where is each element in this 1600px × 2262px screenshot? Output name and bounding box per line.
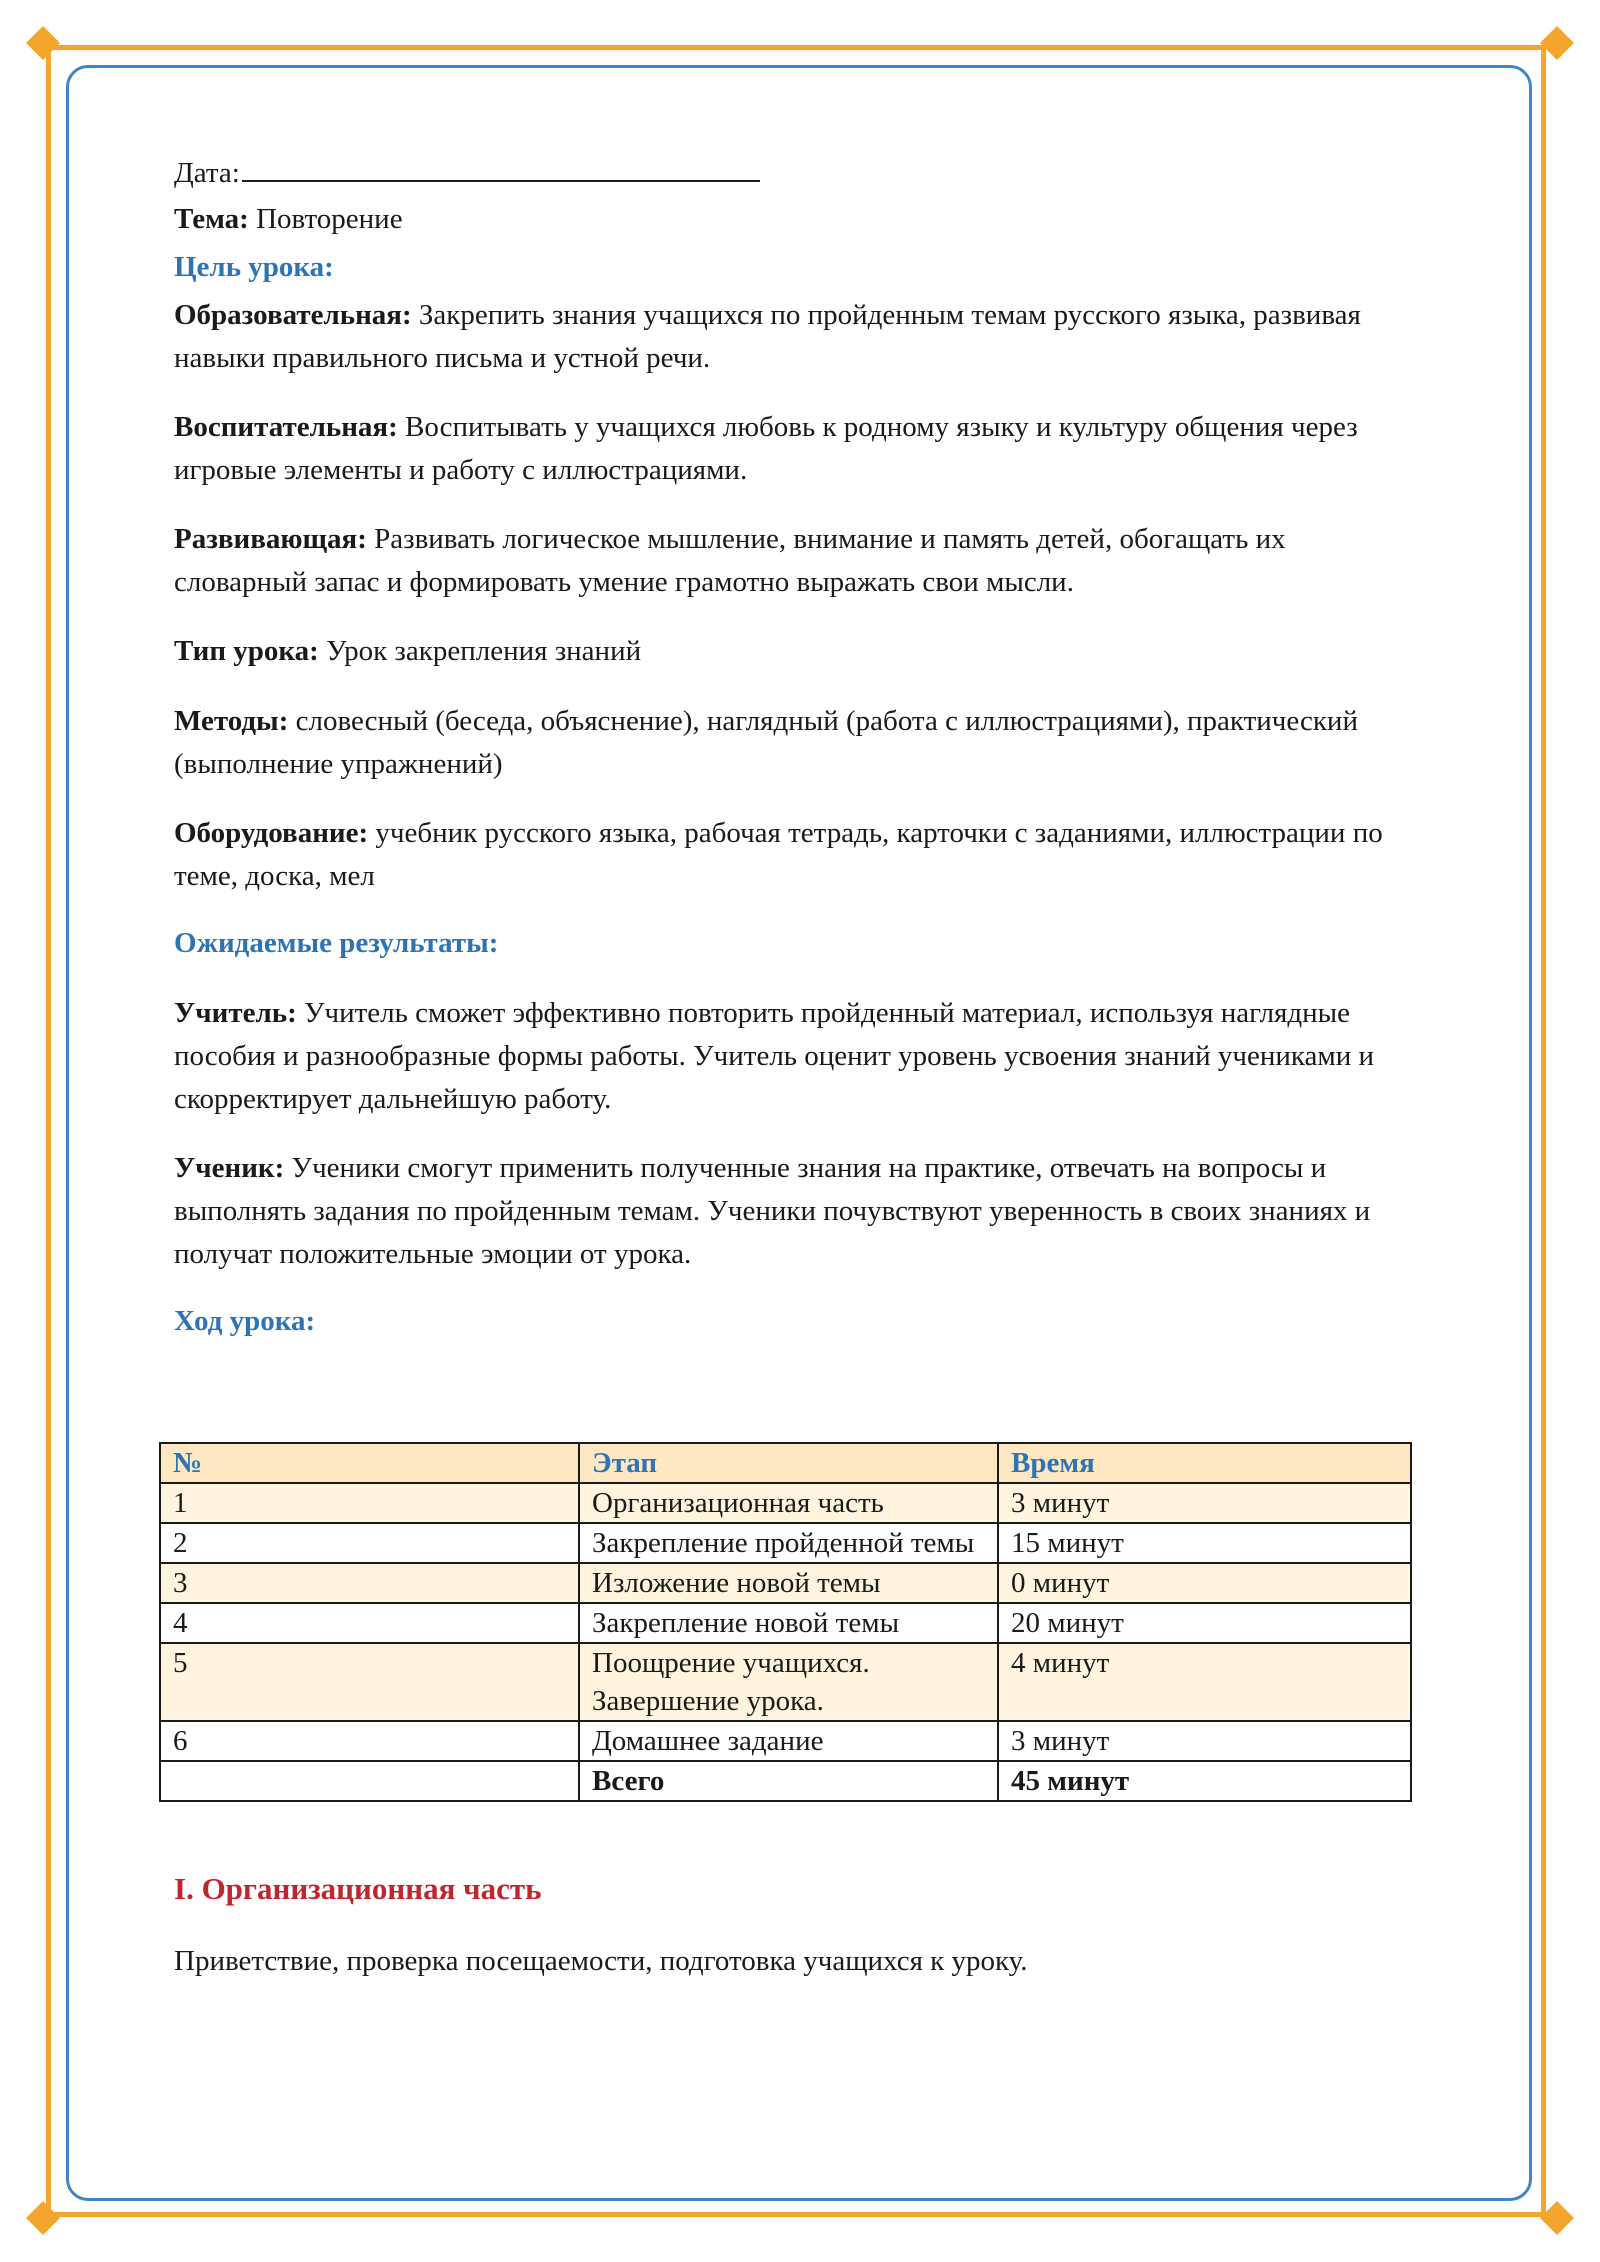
table-row [160,1643,1411,1721]
table-cell: 0 минут [998,1563,1411,1603]
table-cell: 3 [160,1563,579,1603]
topic [174,198,403,241]
total-value: 45 минут [998,1761,1411,1801]
methods-label: Методы: [174,705,289,737]
methods [174,700,1424,786]
table-cell: Закрепление новой темы [579,1603,998,1643]
student-label: Ученик: [174,1152,285,1184]
result-student [174,1147,1424,1276]
equipment [174,812,1424,898]
equipment-label: Оборудование: [174,817,369,849]
table-header-row [160,1443,1411,1483]
lesson-type-label: Тип урока: [174,635,319,667]
date-label: Дата: [174,157,240,189]
goal-educational [174,294,1424,380]
table-header-cell: Этап [579,1443,998,1483]
goal-text: Развивать логическое мышление, внимание и память детей, обогащать их словарный запас и формировать умение грамотно выражать свои мысли. [174,523,1286,598]
topic-label: Тема: [174,203,249,235]
table-cell: 6 [160,1721,579,1761]
table-cell: Изложение новой темы [579,1563,998,1603]
section-heading: I. Организационная часть [174,1871,542,1906]
topic-value: Повторение [248,203,403,235]
results-heading: Ожидаемые результаты: [174,927,499,959]
table-cell: 1 [160,1483,579,1523]
table-cell: 20 минут [998,1603,1411,1643]
plan-heading: Ход урока: [174,1305,316,1337]
table-cell: 4 минут [998,1643,1411,1721]
teacher-label: Учитель: [174,997,297,1029]
student-text: Ученики смогут применить полученные знания на практике, отвечать на вопросы и выполнять задания по пройденным темам. Ученики почувствуют уверенность в своих знаниях и получат положительные эмоции от урока. [174,1152,1371,1270]
section-text: Приветствие, проверка посещаемости, подготовка учащихся к уроку. [174,1945,1028,1977]
table-cell: 2 [160,1523,579,1563]
table-cell: 3 минут [998,1721,1411,1761]
table-cell: Организационная часть [579,1483,998,1523]
table-row [160,1721,1411,1761]
goal-upbringing [174,406,1424,492]
total-label: Всего [579,1761,998,1801]
table-cell: Поощрение учащихся. Завершение урока. [579,1643,998,1721]
table-cell: 4 [160,1603,579,1643]
goal-developing [174,518,1424,604]
teacher-text: Учитель сможет эффективно повторить пройденный материал, используя наглядные пособия и разнообразные формы работы. Учитель оценит уровень усвоения знаний учениками и скорректирует дальнейшую работу. [174,997,1375,1115]
date-line [174,150,760,195]
goals-heading: Цель урока: [174,251,334,283]
table-row [160,1483,1411,1523]
lesson-plan-table [159,1442,1412,1802]
date-blank [242,150,760,182]
goal-text: Закрепить знания учащихся по пройденным темам русского языка, развивая навыки правильного письма и устной речи. [174,299,1361,374]
table-cell: Закрепление пройденной темы [579,1523,998,1563]
table-row [160,1563,1411,1603]
lesson-type [174,630,641,673]
equipment-text: учебник русского языка, рабочая тетрадь, карточки с заданиями, иллюстрации по теме, доска, мел [174,817,1383,892]
table-row [160,1603,1411,1643]
table-header-cell: Время [998,1443,1411,1483]
goal-label: Развивающая: [174,523,367,555]
table-cell: 5 [160,1643,579,1721]
lesson-type-text: Урок закрепления знаний [318,635,642,667]
table-row [160,1523,1411,1563]
goal-label: Воспитательная: [174,411,398,443]
table-cell: 3 минут [998,1483,1411,1523]
table-cell: Домашнее задание [579,1721,998,1761]
goal-label: Образовательная: [174,299,412,331]
table-header-cell: № [160,1443,579,1483]
result-teacher [174,992,1424,1121]
goal-text: Воспитывать у учащихся любовь к родному языку и культуру общения через игровые элементы и работу с иллюстрациями. [174,411,1358,486]
table-cell [160,1761,579,1801]
methods-text: словесный (беседа, объяснение), наглядный (работа с иллюстрациями), практический (выполнение упражнений) [174,705,1358,780]
table-cell: 15 минут [998,1523,1411,1563]
table-total-row [160,1761,1411,1801]
